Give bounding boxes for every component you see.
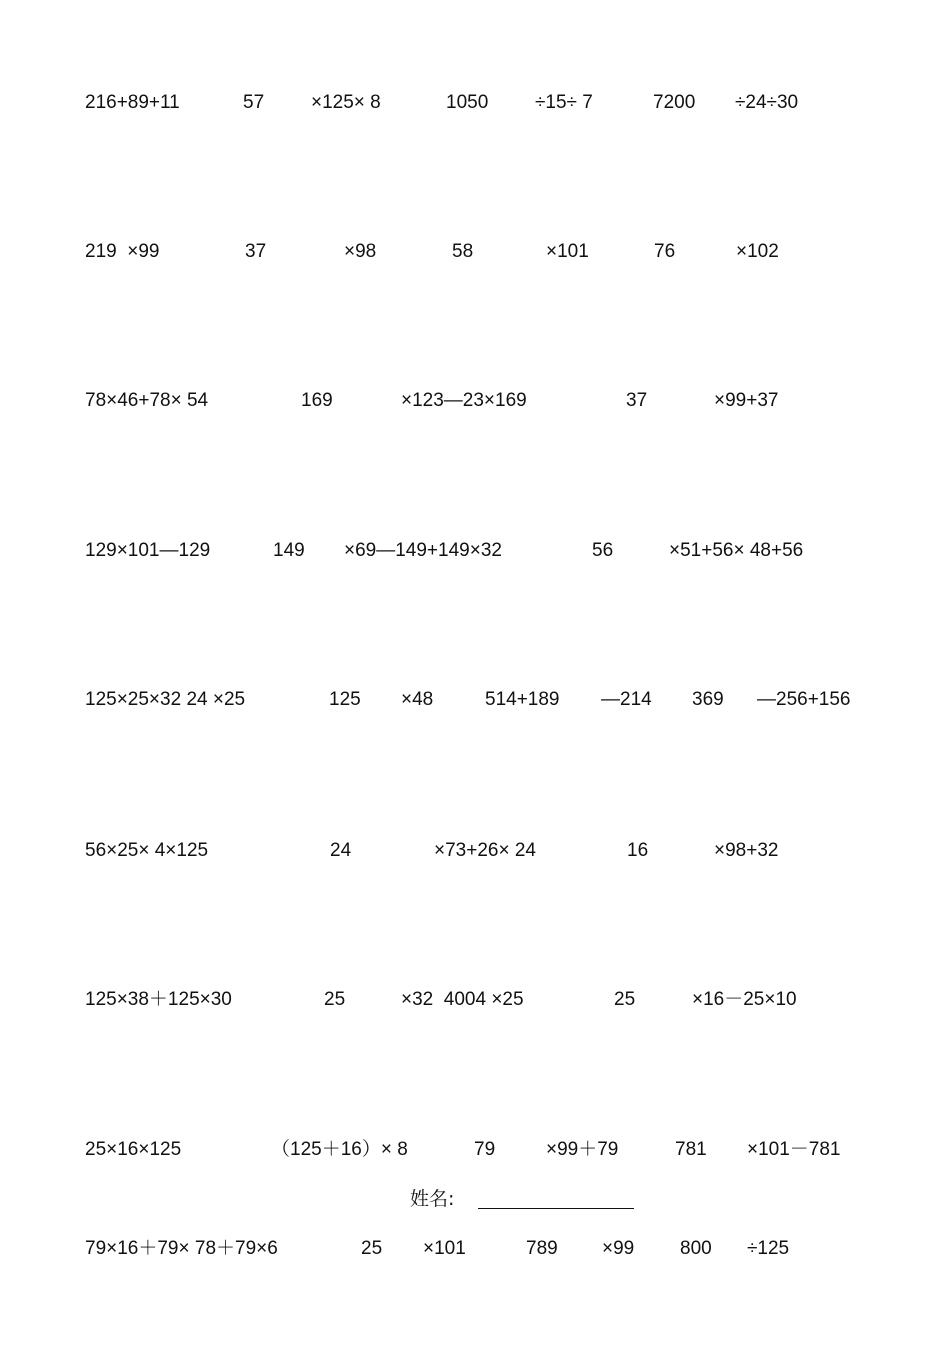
expression-1-1: 216+89+11 [85, 92, 180, 113]
expression-1-6: 7200 [653, 92, 696, 113]
name-blank-line[interactable] [478, 1208, 634, 1209]
expression-1-7: ÷24÷30 [735, 92, 799, 113]
expression-4-1: 129×101—129 [85, 540, 211, 561]
expression-2-1: 219 ×99 [85, 241, 160, 262]
expression-6-2: 24 [330, 840, 352, 861]
expression-4-5: ×51+56× 48+56 [669, 540, 804, 561]
expression-8-6: ×101－781 [747, 1139, 841, 1160]
expression-9-3: ×101 [423, 1238, 466, 1259]
expression-1-2: 57 [243, 92, 265, 113]
expression-6-5: ×98+32 [714, 840, 779, 861]
expression-2-4: 58 [452, 241, 474, 262]
expression-8-2: （125＋16）× 8 [271, 1139, 408, 1160]
expression-7-1: 125×38＋125×30 [85, 989, 232, 1010]
expression-9-6: 800 [680, 1238, 712, 1259]
expression-9-1: 79×16＋79× 78＋79×6 [85, 1238, 278, 1259]
expression-8-3: 79 [474, 1139, 496, 1160]
expression-5-1: 125×25×32 24 ×25 [85, 689, 246, 710]
expression-9-4: 789 [526, 1238, 558, 1259]
expression-7-2: 25 [324, 989, 346, 1010]
expression-1-4: 1050 [446, 92, 489, 113]
expression-1-5: ÷15÷ 7 [535, 92, 593, 113]
expression-6-4: 16 [627, 840, 649, 861]
expression-8-5: 781 [675, 1139, 707, 1160]
expression-2-7: ×102 [736, 241, 779, 262]
expression-2-3: ×98 [344, 241, 377, 262]
expression-6-3: ×73+26× 24 [434, 840, 536, 861]
expression-7-5: ×16－25×10 [692, 989, 797, 1010]
expression-2-5: ×101 [546, 241, 589, 262]
expression-3-3: ×123—23×169 [401, 390, 527, 411]
expression-3-2: 169 [301, 390, 333, 411]
expression-3-4: 37 [626, 390, 648, 411]
expression-6-1: 56×25× 4×125 [85, 840, 209, 861]
expression-4-4: 56 [592, 540, 614, 561]
expression-1-3: ×125× 8 [311, 92, 381, 113]
expression-5-7: —256+156 [757, 689, 851, 710]
expression-5-3: ×48 [401, 689, 434, 710]
expression-7-3: ×32 4004 ×25 [401, 989, 524, 1010]
expression-3-5: ×99+37 [714, 390, 779, 411]
expression-5-2: 125 [329, 689, 361, 710]
expression-9-7: ÷125 [747, 1238, 790, 1259]
expression-9-5: ×99 [602, 1238, 635, 1259]
expression-2-6: 76 [654, 241, 676, 262]
expression-4-3: ×69—149+149×32 [344, 540, 502, 561]
expression-5-4: 514+189 [485, 689, 560, 710]
name-label: 姓名: [410, 1188, 455, 1210]
expression-9-2: 25 [361, 1238, 383, 1259]
expression-4-2: 149 [273, 540, 305, 561]
expression-2-2: 37 [245, 241, 267, 262]
expression-8-1: 25×16×125 [85, 1139, 182, 1160]
expression-8-4: ×99＋79 [546, 1139, 619, 1160]
expression-5-6: 369 [692, 689, 724, 710]
expression-5-5: —214 [601, 689, 652, 710]
expression-7-4: 25 [614, 989, 636, 1010]
expression-3-1: 78×46+78× 54 [85, 390, 209, 411]
